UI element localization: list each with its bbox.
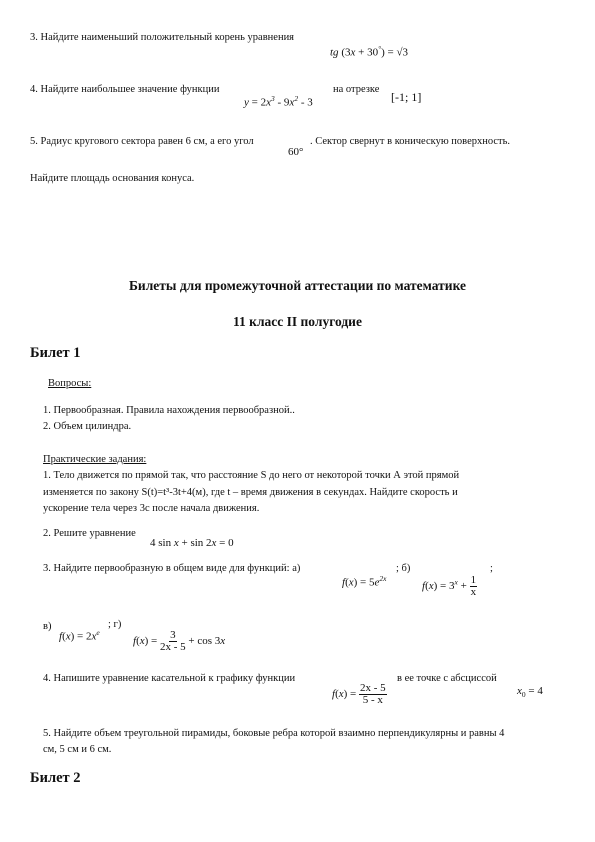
ticket1-title: Билет 1 bbox=[30, 345, 81, 361]
practice-4: 4. Напишите уравнение касательной к графику функции bbox=[43, 673, 296, 684]
practice-4-mid: в ее точке с абсциссой bbox=[397, 673, 497, 684]
practice-3a-formula: $f(x) = 5e^{2x}$ bbox=[342, 574, 387, 589]
document-title: Билеты для промежуточной аттестации по математике bbox=[129, 278, 466, 293]
practice-3-end: ; bbox=[490, 563, 493, 574]
questions-label: Вопросы: bbox=[48, 378, 92, 389]
task5-line2: Найдите площадь основания конуса. bbox=[30, 173, 195, 184]
task5-angle: 60° bbox=[288, 146, 304, 158]
task5-line1-end: . Сектор свернут в коническую поверхность. bbox=[310, 136, 511, 147]
practice-1-line2: изменяется по закону S(t)=t³-3t+4(м), где t – время движения в секундах. Найдите скорость и bbox=[43, 487, 458, 498]
practice-5-line2: см, 5 см и 6 см. bbox=[43, 744, 112, 755]
practice-3: 3. Найдите первообразную в общем виде для функций: а) bbox=[43, 563, 301, 574]
task4-interval: [-1; 1] bbox=[391, 90, 422, 104]
ticket2-title: Билет 2 bbox=[30, 770, 81, 786]
practice-label: Практические задания: bbox=[43, 454, 147, 465]
task4-formula: $y = 2x^3 - 9x^2 - 3$ bbox=[244, 94, 313, 109]
question-2: 2. Объем цилиндра. bbox=[43, 421, 132, 432]
practice-3g-formula: f(x) = $\frac{3}{2x - 5}$ + cos 3x bbox=[133, 629, 226, 653]
practice-2-formula: 4 sin x + sin 2x = 0 bbox=[150, 537, 234, 549]
task3-formula: tg (3x + 30°) = √3 bbox=[330, 44, 408, 59]
practice-4-formula: f(x) = $\frac{2x - 5}{5 - x}$ bbox=[332, 682, 386, 706]
task4-text: 4. Найдите наибольшее значение функции bbox=[30, 84, 220, 95]
practice-4-x0: $x_0 = 4$ bbox=[517, 685, 543, 700]
task4-mid: на отрезке bbox=[333, 84, 380, 95]
practice-1-line3: ускорение тела через 3с после начала движения. bbox=[43, 503, 260, 514]
practice-3v-formula: $f(x) = 2x^e$ bbox=[59, 628, 100, 643]
task3-text: 3. Найдите наименьший положительный корень уравнения bbox=[30, 32, 295, 43]
document-subtitle: 11 класс II полугодие bbox=[233, 314, 362, 329]
question-1: 1. Первообразная. Правила нахождения первообразной.. bbox=[43, 405, 295, 416]
practice-3b-formula: $f(x) = 3^x$ + $\frac{1}{x}$ bbox=[422, 574, 477, 598]
practice-3g-label: ; г) bbox=[108, 619, 122, 630]
practice-3v-label: в) bbox=[43, 621, 52, 632]
task5-line1: 5. Радиус кругового сектора равен 6 см, а его угол bbox=[30, 136, 254, 147]
practice-3-sep-b: ; б) bbox=[396, 563, 411, 574]
practice-5-line1: 5. Найдите объем треугольной пирамиды, боковые ребра которой взаимно перпендикулярны и равны 4 bbox=[43, 728, 505, 739]
practice-1-line1: 1. Тело движется по прямой так, что расстояние S до него от некоторой точки А этой прямой bbox=[43, 470, 460, 481]
practice-2: 2. Решите уравнение bbox=[43, 528, 136, 539]
